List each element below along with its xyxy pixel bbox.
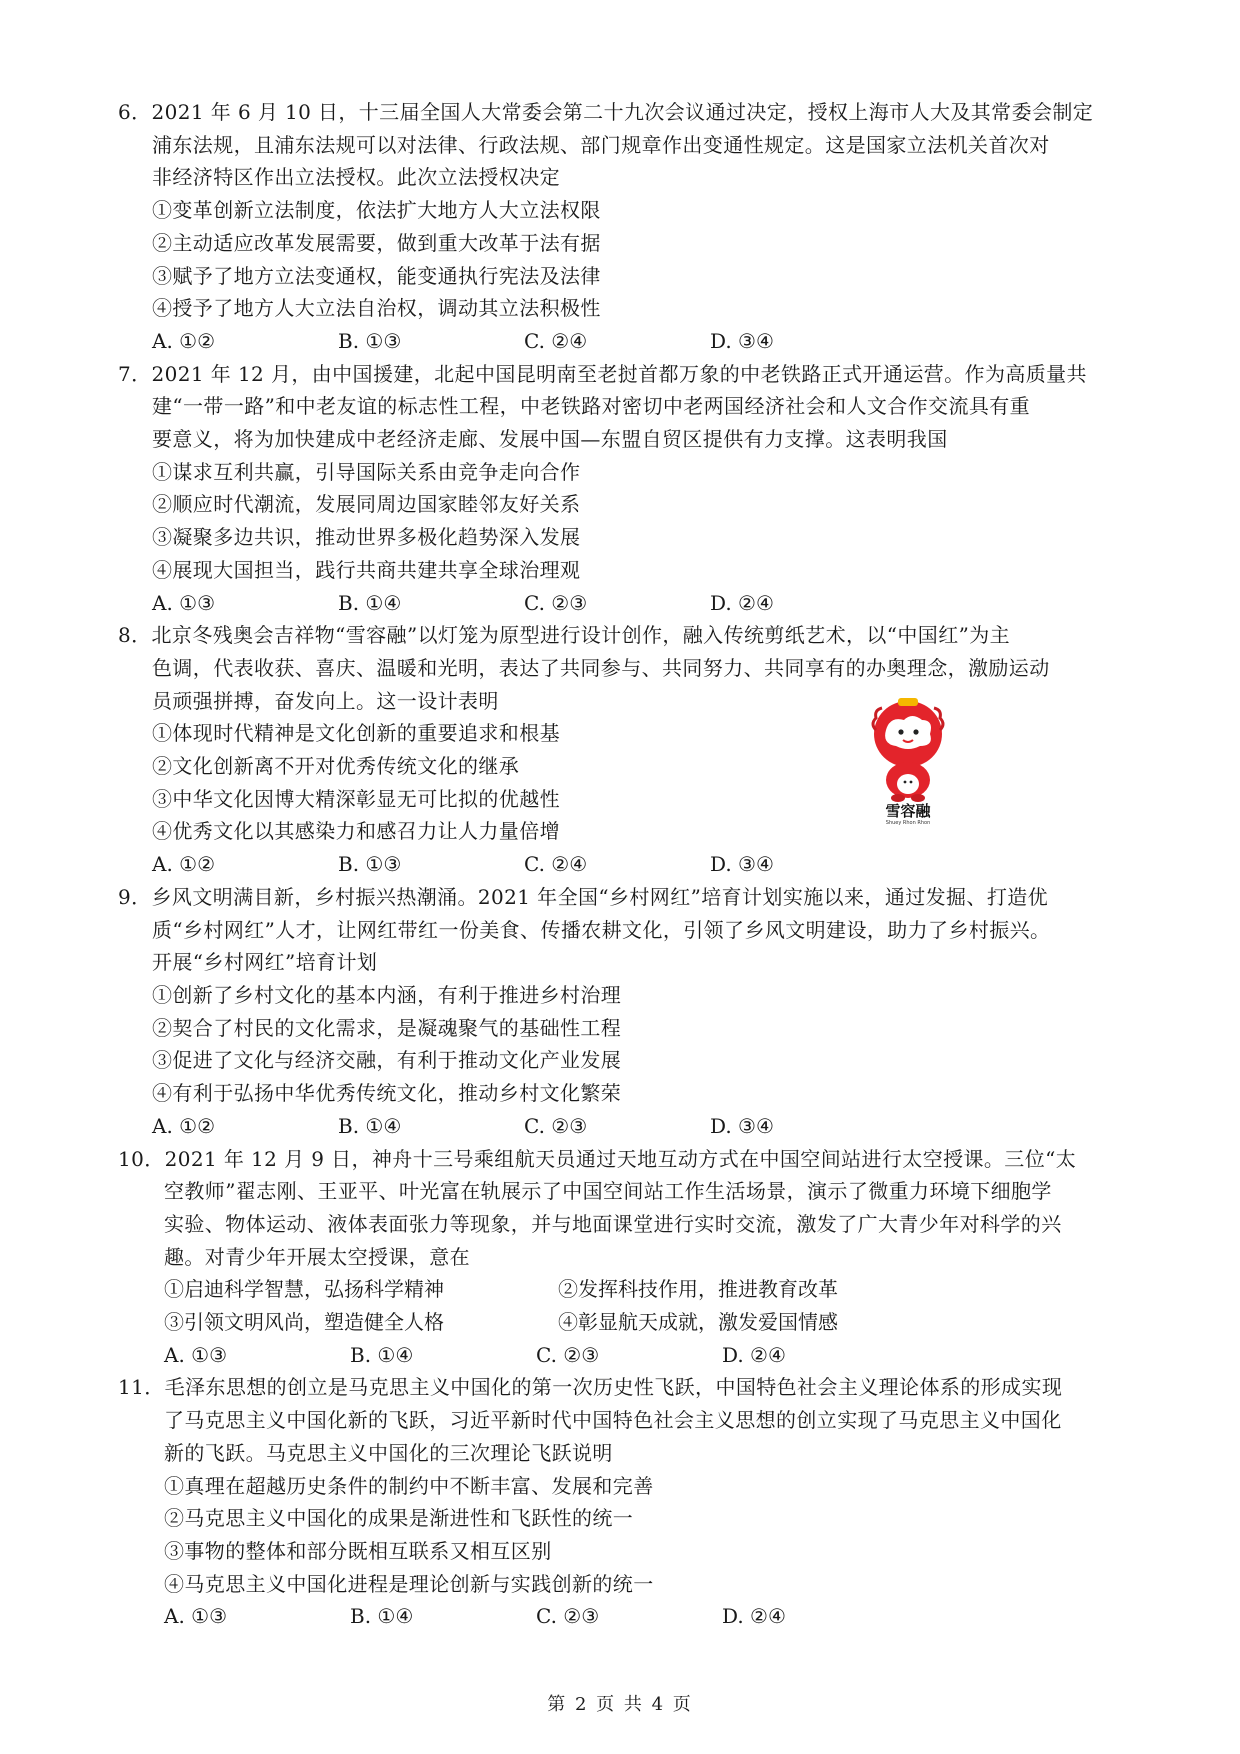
option-statement: ②文化创新离不开对优秀传统文化的继承 bbox=[152, 754, 520, 779]
option-statement: ②主动适应改革发展需要，做到重大改革于法有据 bbox=[152, 230, 601, 255]
option-statement: ④马克思主义中国化进程是理论创新与实践创新的统一 bbox=[164, 1571, 654, 1596]
answer-choices bbox=[118, 848, 1128, 881]
option-statement: ③促进了文化与经济交融，有利于推动文化产业发展 bbox=[152, 1048, 622, 1073]
option-statement: ②发挥科技作用，推进教育改革 bbox=[558, 1277, 838, 1302]
option-statement: ②顺应时代潮流，发展同周边国家睦邻友好关系 bbox=[152, 492, 581, 517]
option-statement: ②契合了村民的文化需求，是凝魂聚气的基础性工程 bbox=[152, 1015, 622, 1040]
question-stem-line: 11．毛泽东思想的创立是马克思主义中国化的第一次历史性飞跃，中国特色社会主义理论体系的形成实现 bbox=[118, 1375, 1063, 1400]
mascot-image bbox=[868, 694, 948, 826]
answer-choice-c: C. ②③ bbox=[536, 1342, 600, 1367]
answer-choice-b: B. ①④ bbox=[338, 1113, 402, 1138]
question-stem-line: 8．北京冬残奥会吉祥物“雪容融”以灯笼为原型进行设计创作，融入传统剪纸艺术，以“中国红”为主 bbox=[118, 623, 1011, 648]
option-statement: ①变革创新立法制度，依法扩大地方人大立法权限 bbox=[152, 198, 601, 223]
answer-choices bbox=[118, 587, 1128, 620]
answer-choice-b: B. ①④ bbox=[338, 590, 402, 615]
answer-choice-d: D. ③④ bbox=[710, 328, 774, 353]
question-9 bbox=[118, 881, 1128, 1143]
question-10 bbox=[118, 1143, 1128, 1372]
answer-choice-d: D. ②④ bbox=[710, 590, 774, 615]
option-statement: ①谋求互利共赢，引导国际关系由竞争走向合作 bbox=[152, 459, 581, 484]
question-stem-line: 要意义，将为加快建成中老经济走廊、发展中国—东盟自贸区提供有力支撑。这表明我国 bbox=[152, 427, 948, 452]
question-stem-line: 质“乡村网红”人才，让网红带红一份美食、传播农耕文化，引领了乡风文明建设，助力了乡村振兴。 bbox=[152, 917, 1051, 942]
option-statement: ④展现大国担当，践行共商共建共享全球治理观 bbox=[152, 557, 581, 582]
answer-choice-a: A. ①③ bbox=[164, 1604, 228, 1629]
question-stem-line: 员顽强拼搏，奋发向上。这一设计表明 bbox=[152, 688, 499, 713]
answer-choice-a: A. ①② bbox=[152, 852, 216, 877]
question-stem-line: 10．2021 年 12 月 9 日，神舟十三号乘组航天员通过天地互动方式在中国空间站进行太空授课。三位“太 bbox=[118, 1146, 1077, 1171]
option-statement: ④有利于弘扬中华优秀传统文化，推动乡村文化繁荣 bbox=[152, 1081, 622, 1106]
answer-choice-d: D. ②④ bbox=[722, 1342, 786, 1367]
question-stem-line: 建“一带一路”和中老友谊的标志性工程，中老铁路对密切中老两国经济社会和人文合作交流具有重 bbox=[152, 394, 1031, 419]
answer-choice-c: C. ②④ bbox=[524, 852, 588, 877]
question-11 bbox=[118, 1371, 1128, 1633]
answer-choice-a: A. ①③ bbox=[164, 1342, 228, 1367]
mascot-caption: 雪容融 bbox=[885, 802, 931, 820]
option-statement: ③凝聚多边共识，推动世界多极化趋势深入发展 bbox=[152, 525, 581, 550]
question-stem-line: 趣。对青少年开展太空授课，意在 bbox=[164, 1244, 470, 1269]
answer-choice-b: B. ①④ bbox=[350, 1604, 414, 1629]
option-statement: ②马克思主义中国化的成果是渐进性和飞跃性的统一 bbox=[164, 1506, 634, 1531]
answer-choice-b: B. ①④ bbox=[350, 1342, 414, 1367]
option-statement: ③赋予了地方立法变通权，能变通执行宪法及法律 bbox=[152, 263, 601, 288]
option-statement: ③引领文明风尚，塑造健全人格 bbox=[164, 1310, 444, 1335]
questions-area bbox=[118, 96, 1128, 1633]
question-stem-line: 新的飞跃。马克思主义中国化的三次理论飞跃说明 bbox=[164, 1440, 613, 1465]
question-stem-line: 浦东法规，且浦东法规可以对法律、行政法规、部门规章作出变通性规定。这是国家立法机关首次对 bbox=[152, 132, 1050, 157]
option-statement: ③中华文化因博大精深彰显无可比拟的优越性 bbox=[152, 786, 560, 811]
option-statement: ①创新了乡村文化的基本内涵，有利于推进乡村治理 bbox=[152, 982, 622, 1007]
answer-choice-c: C. ②③ bbox=[524, 590, 588, 615]
answer-choices bbox=[118, 1339, 1128, 1372]
option-row bbox=[118, 1306, 1128, 1339]
answer-choices bbox=[118, 325, 1128, 358]
option-statement: ④授予了地方人大立法自治权，调动其立法积极性 bbox=[152, 296, 601, 321]
answer-choices bbox=[118, 1600, 1128, 1633]
question-stem-line: 非经济特区作出立法授权。此次立法授权决定 bbox=[152, 165, 560, 190]
answer-choice-a: A. ①③ bbox=[152, 590, 216, 615]
page-number: 第 2 页 共 4 页 bbox=[547, 1694, 693, 1715]
question-stem-line: 开展“乡村网红”培育计划 bbox=[152, 950, 378, 975]
answer-choice-d: D. ③④ bbox=[710, 1113, 774, 1138]
option-statement: ③事物的整体和部分既相互联系又相互区别 bbox=[164, 1538, 552, 1563]
answer-choices bbox=[118, 1110, 1128, 1143]
answer-choice-a: A. ①② bbox=[152, 328, 216, 353]
option-statement: ①体现时代精神是文化创新的重要追求和根基 bbox=[152, 721, 560, 746]
question-6 bbox=[118, 96, 1128, 358]
answer-choice-d: D. ③④ bbox=[710, 852, 774, 877]
question-stem-line: 9．乡风文明满目新，乡村振兴热潮涌。2021 年全国“乡村网红”培育计划实施以来，通过发掘、打造优 bbox=[118, 884, 1049, 909]
option-statement: ①真理在超越历史条件的制约中不断丰富、发展和完善 bbox=[164, 1473, 654, 1498]
answer-choice-d: D. ②④ bbox=[722, 1604, 786, 1629]
option-statement: ④优秀文化以其感染力和感召力让人力量倍增 bbox=[152, 819, 560, 844]
question-stem-line: 空教师”翟志刚、王亚平、叶光富在轨展示了中国空间站工作生活场景，演示了微重力环境下细胞学 bbox=[164, 1179, 1052, 1204]
option-statement: ①启迪科学智慧，弘扬科学精神 bbox=[164, 1277, 444, 1302]
answer-choice-c: C. ②③ bbox=[524, 1113, 588, 1138]
question-stem-line: 了马克思主义中国化新的飞跃，习近平新时代中国特色社会主义思想的创立实现了马克思主义中国化 bbox=[164, 1408, 1062, 1433]
answer-choice-b: B. ①③ bbox=[338, 328, 402, 353]
question-7 bbox=[118, 358, 1128, 620]
question-stem-line: 7．2021 年 12 月，由中国援建，北起中国昆明南至老挝首都万象的中老铁路正式开通运营。作为高质量共 bbox=[118, 361, 1087, 386]
answer-choice-c: C. ②③ bbox=[536, 1604, 600, 1629]
option-statement: ④彰显航天成就，激发爱国情感 bbox=[558, 1310, 838, 1335]
question-stem-line: 色调，代表收获、喜庆、温暖和光明，表达了共同参与、共同努力、共同享有的办奥理念，激励运动 bbox=[152, 655, 1050, 680]
question-stem-line: 实验、物体运动、液体表面张力等现象，并与地面课堂进行实时交流，激发了广大青少年对科学的兴 bbox=[164, 1211, 1062, 1236]
question-8 bbox=[118, 619, 1128, 881]
question-stem-line: 6．2021 年 6 月 10 日，十三届全国人大常委会第二十九次会议通过决定，授权上海市人大及其常委会制定 bbox=[118, 100, 1094, 124]
option-row bbox=[118, 1273, 1128, 1306]
mascot-subcaption: Shuey Rhon Rhon bbox=[885, 820, 931, 826]
answer-choice-a: A. ①② bbox=[152, 1113, 216, 1138]
answer-choice-b: B. ①③ bbox=[338, 852, 402, 877]
answer-choice-c: C. ②④ bbox=[524, 328, 588, 353]
